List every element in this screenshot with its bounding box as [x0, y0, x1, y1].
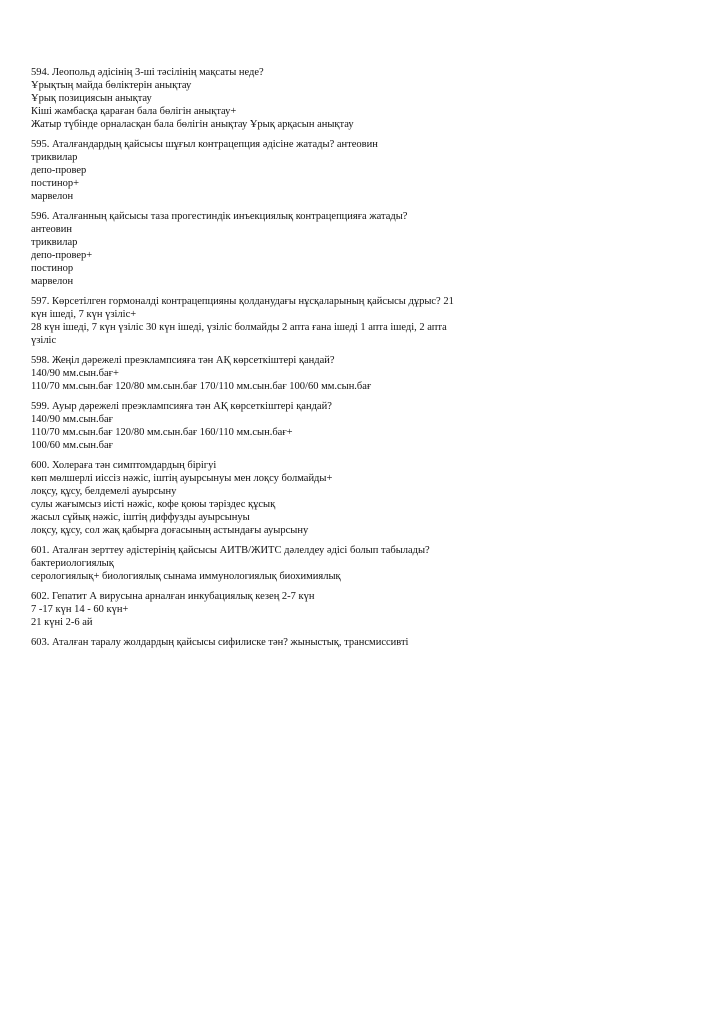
answer-option: триквилар	[31, 237, 78, 248]
answer-option: 140/90 мм.сын.бағ	[31, 414, 113, 425]
question-603	[31, 636, 471, 649]
question-599	[31, 400, 471, 452]
question-594-text: 594. Леопольд әдісінің 3-ші тәсілінің мақсаты неде?	[31, 67, 264, 78]
answer-option: постинор	[31, 263, 74, 274]
answer-option: Жатыр түбінде орналасқан бала бөлігін анықтау Ұрық арқасын анықтау	[31, 119, 354, 130]
answer-option: 21 күні 2-6 ай	[31, 617, 93, 628]
answer-option: көп мөлшерлі иіссіз нәжіс, іштің ауырсынуы мен лоқсу болмайды+	[31, 473, 333, 484]
answer-option: 28 күн ішеді, 7 күн үзіліс 30 күн ішеді, үзіліс болмайды 2 апта ғана ішеді 1 апта ішеді, 2 апта үзіліс	[31, 322, 447, 346]
question-596-text: 596. Аталғанның қайсысы таза прогестиндік инъекциялық контрацепцияға жатады?	[31, 211, 408, 222]
question-597	[31, 295, 471, 347]
question-602	[31, 590, 471, 629]
question-595-text: 595. Аталғандардың қайсысы шұғыл контрацепция әдісіне жатады? антеовин	[31, 139, 378, 150]
question-600-text: 600. Холераға тән симптомдардың бірігуі	[31, 460, 217, 471]
answer-option: 140/90 мм.сын.бағ+	[31, 368, 119, 379]
question-600	[31, 459, 471, 537]
answer-option: лоқсу, құсу, белдемелі ауырсыну	[31, 486, 177, 497]
question-601-text: 601. Аталған зерттеу әдістерінің қайсысы АИТВ/ЖИТС дәлелдеу әдісі болып табылады? бактериологиялық	[31, 545, 430, 569]
answer-option: сулы жағымсыз иісті нәжіс, кофе қоюы тәріздес құсық	[31, 499, 276, 510]
question-595	[31, 138, 471, 203]
answer-option: Ұрық позициясын анықтау	[31, 93, 152, 104]
question-594	[31, 66, 471, 131]
answer-option: Кіші жамбасқа қараған бала бөлігін анықтау+	[31, 106, 237, 117]
question-596	[31, 210, 471, 288]
answer-option: триквилар	[31, 152, 78, 163]
question-602-text: 602. Гепатит А вирусына арналған инкубациялық кезең 2-7 күн	[31, 591, 315, 602]
question-598-text: 598. Жеңіл дәрежелі преэклампсияға тән АҚ көрсеткіштері қандай?	[31, 355, 335, 366]
question-597-text: 597. Көрсетілген гормоналді контрацепцияны қолданудағы нұсқаларының қайсысы дұрыс? 21 күн ішеді, 7 күн үзіліс+	[31, 296, 454, 320]
answer-option: 7 -17 күн 14 - 60 күн+	[31, 604, 129, 615]
answer-option: депо-провер	[31, 165, 87, 176]
question-598	[31, 354, 471, 393]
question-601	[31, 544, 471, 583]
answer-option: антеовин	[31, 224, 72, 235]
answer-option: серологиялық+ биологиялық сынама иммунологиялық биохимиялық	[31, 571, 341, 582]
answer-option: 100/60 мм.сын.бағ	[31, 440, 113, 451]
question-599-text: 599. Ауыр дәрежелі преэклампсияға тән АҚ көрсеткіштері қандай?	[31, 401, 332, 412]
question-603-text: 603. Аталған таралу жолдардың қайсысы сифилиске тән? жыныстық, трансмиссивті	[31, 637, 409, 648]
answer-option: марвелон	[31, 276, 74, 287]
answer-option: депо-провер+	[31, 250, 93, 261]
answer-option: постинор+	[31, 178, 80, 189]
answer-option: 110/70 мм.сын.бағ 120/80 мм.сын.бағ 160/110 мм.сын.бағ+	[31, 427, 293, 438]
answer-option: лоқсу, құсу, сол жақ қабырға доғасының астындағы ауырсыну	[31, 525, 309, 536]
answer-option: 110/70 мм.сын.бағ 120/80 мм.сын.бағ 170/110 мм.сын.бағ 100/60 мм.сын.бағ	[31, 381, 372, 392]
answer-option: марвелон	[31, 191, 74, 202]
answer-option: жасыл сұйық нәжіс, іштің диффузды ауырсынуы	[31, 512, 250, 523]
answer-option: Ұрықтың майда бөліктерін анықтау	[31, 80, 192, 91]
question-list	[31, 66, 471, 656]
